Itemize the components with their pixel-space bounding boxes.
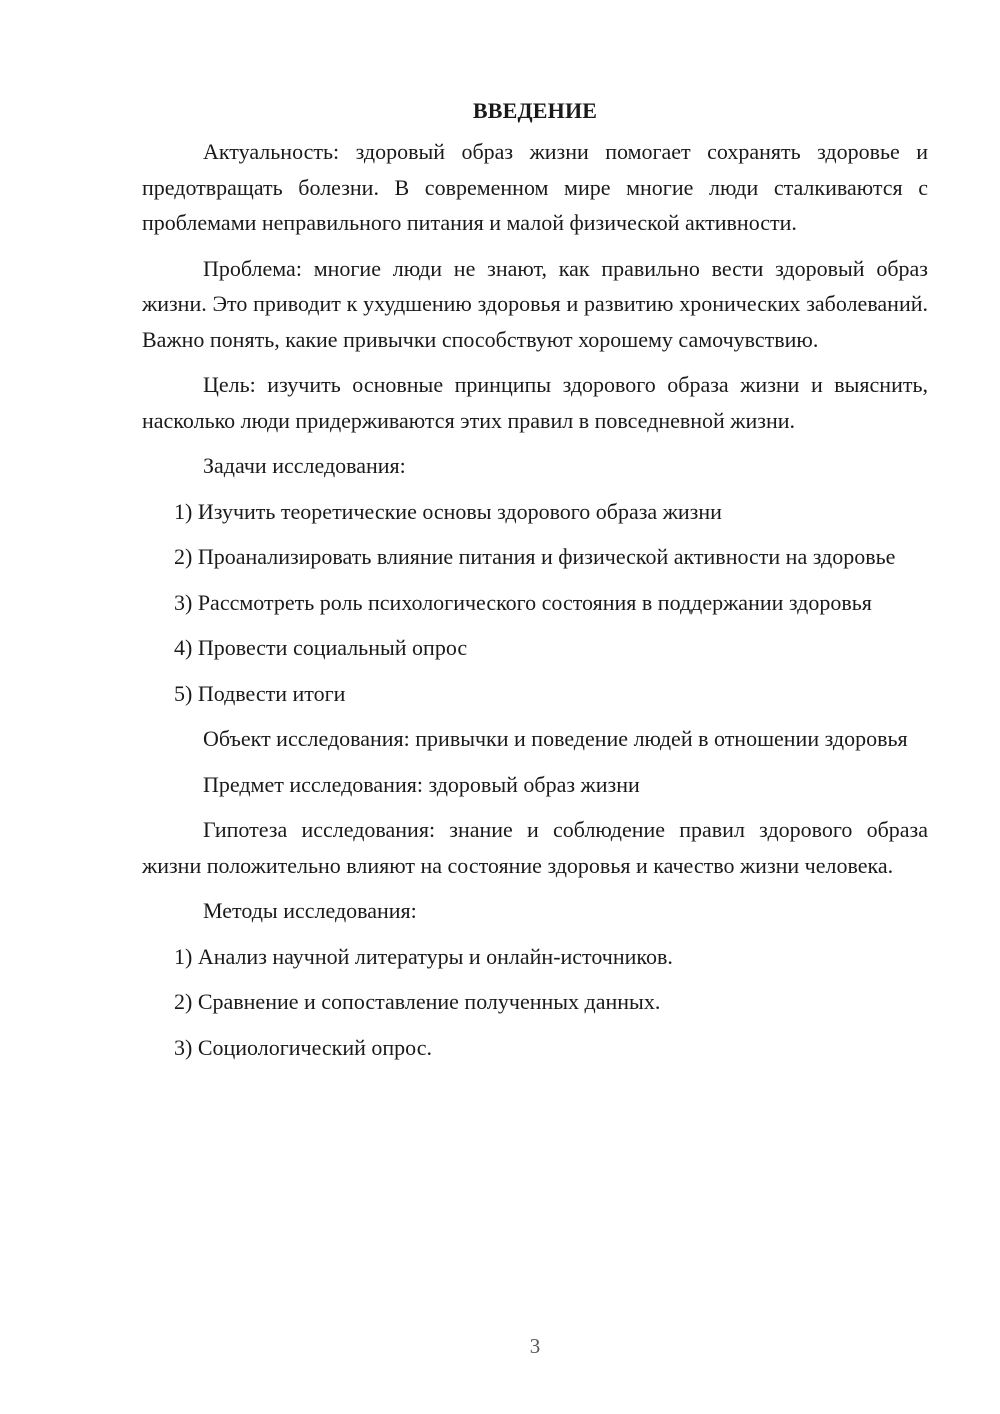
task-item-2: 2) Проанализировать влияние питания и физической активности на здоровье	[174, 544, 896, 569]
section-heading: ВВЕДЕНИЕ	[472, 98, 598, 123]
methods-title: Методы исследования:	[203, 898, 417, 923]
subject-paragraph: Предмет исследования: здоровый образ жизни	[203, 771, 640, 797]
object-paragraph: Объект исследования: привычки и поведение людей в отношении здоровья	[203, 726, 908, 751]
method-item-1: 1) Анализ научной литературы и онлайн-источников.	[174, 943, 673, 969]
hypothesis-paragraph: Гипотеза исследования: знание и соблюдение правил здорового образа жизни положительно влияют на состояние здоровья и качество жизни человека.	[142, 817, 928, 878]
page-number: 3	[529, 1334, 541, 1358]
task-item-1: 1) Изучить теоретические основы здорового образа жизни	[174, 498, 722, 524]
task-item-3: 3) Рассмотреть роль психологического состояния в поддержании здоровья	[174, 589, 872, 615]
method-item-3: 3) Социологический опрос.	[174, 1034, 432, 1060]
goal-paragraph: Цель: изучить основные принципы здорового образа жизни и выяснить, насколько люди придерживаются этих правил в повседневной жизни.	[142, 372, 928, 433]
task-item-4: 4) Провести социальный опрос	[174, 635, 468, 660]
relevance-paragraph: Актуальность: здоровый образ жизни помогает сохранять здоровье и предотвращать болезни. В современном мире многие люди сталкиваются с проблемами неправильного питания и малой физической активности.	[142, 139, 928, 235]
page-content	[142, 96, 928, 1075]
tasks-title: Задачи исследования:	[203, 453, 406, 478]
task-item-5: 5) Подвести итоги	[174, 680, 346, 706]
problem-paragraph: Проблема: многие люди не знают, как правильно вести здоровый образ жизни. Это приводит к ухудшению здоровья и развитию хронических заболеваний. Важно понять, какие привычки способствуют хорошему самочувствию.	[142, 255, 928, 352]
method-item-2: 2) Сравнение и сопоставление полученных данных.	[174, 989, 661, 1014]
